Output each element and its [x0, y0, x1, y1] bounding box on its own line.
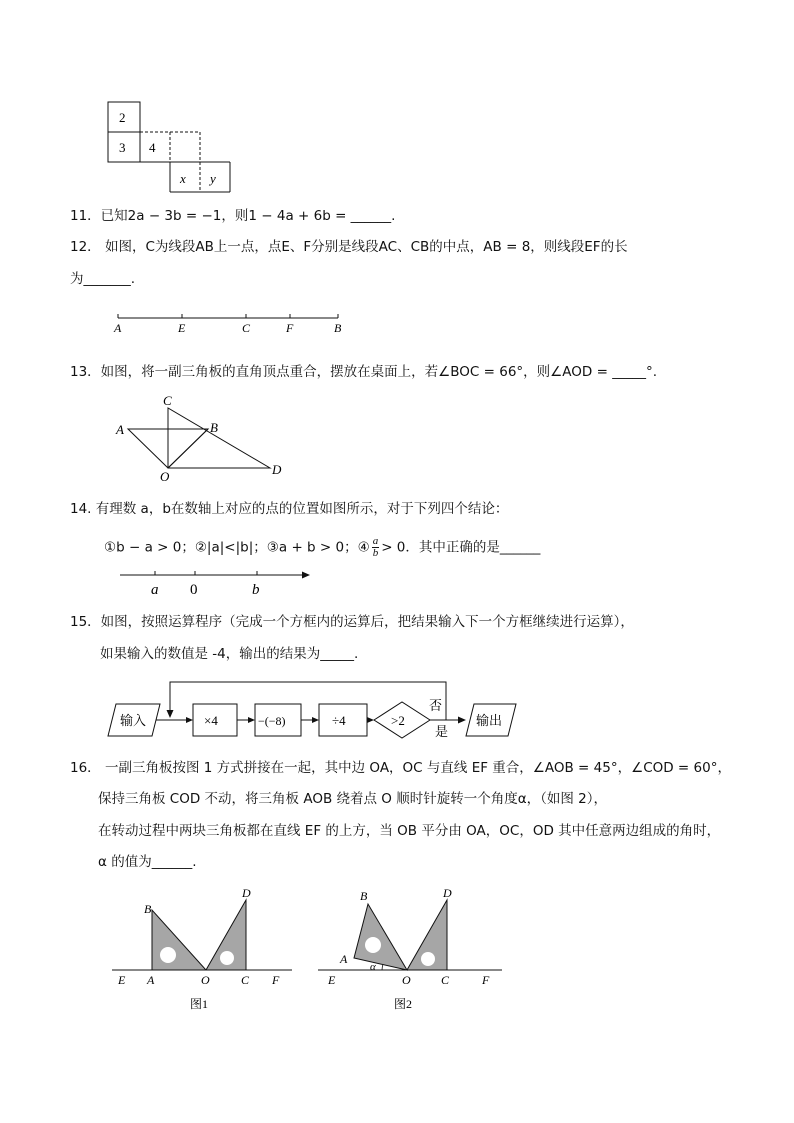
fig2-label-alpha: α: [370, 961, 376, 973]
fig1-label-C: C: [241, 973, 250, 987]
seg-label-E: E: [178, 321, 186, 335]
q14-frac-den: b: [372, 547, 379, 559]
flow-step2: −(−8): [258, 714, 286, 728]
flow-yes: 是: [435, 724, 449, 739]
q14-line2: [104, 536, 540, 559]
net-cell-y: y: [210, 171, 216, 186]
tri-label-D: D: [272, 462, 282, 477]
flow-no: 否: [429, 698, 443, 713]
fig2-label-A: A: [340, 952, 348, 966]
seg-label-A: A: [114, 321, 122, 335]
flow-input: 输入: [120, 713, 147, 728]
q14-line2-part1: ①b − a > 0；②|a|<|b|；③a + b > 0；④: [104, 539, 370, 556]
figure-2-svg: [316, 884, 516, 1014]
numline-label-0: 0: [190, 582, 198, 598]
q16-line2: 保持三角板 COD 不动，将三角板 AOB 绕着点 O 顺时针旋转一个角度α，（如图 2），: [98, 791, 607, 807]
seg-label-F: F: [286, 321, 294, 335]
fig2-label-B: B: [360, 889, 368, 903]
fig2-triangle-aob: [354, 904, 407, 970]
q12-line1: 12． 如图，C为线段AB上一点，点E、F分别是线段AC、CB的中点，AB = 8，则线段EF的长: [70, 239, 628, 255]
fig2-label-F: F: [482, 973, 490, 987]
fig2-label-E: E: [328, 973, 336, 987]
fig1-triangle-aob: [152, 910, 206, 970]
cube-net-svg: [100, 96, 240, 196]
q13-text: 13．如图，将一副三角板的直角顶点重合，摆放在桌面上，若∠BOC = 66°，则∠AOD = _____°.: [70, 364, 657, 380]
fig1-label-E: E: [118, 973, 126, 987]
q15-line2: 如果输入的数值是 -4，输出的结果为_____.: [100, 646, 359, 662]
fig1-label-B: B: [144, 902, 152, 916]
net-cell-2: 2: [119, 110, 126, 125]
q16-line3: 在转动过程中两块三角板都在直线 EF 的上方，当 OB 平分由 OA，OC，OD 其中任意两边组成的角时，: [98, 823, 721, 839]
flow-cond: >2: [391, 713, 405, 728]
flowchart-svg: [102, 680, 532, 742]
seg-label-C: C: [242, 321, 251, 335]
fig2-caption: 图2: [394, 997, 413, 1011]
fig1-label-D: D: [242, 886, 251, 900]
tri-label-C: C: [163, 393, 172, 408]
fig2-label-C: C: [441, 973, 450, 987]
net-cell-4: 4: [149, 140, 156, 155]
numline-label-a: a: [151, 582, 159, 598]
tri-label-A: A: [116, 422, 124, 437]
q15-line1: 15．如图，按照运算程序（完成一个方框内的运算后，把结果输入下一个方框继续进行运算），: [70, 614, 634, 630]
q14-fraction: [372, 536, 380, 559]
fig1-label-A: A: [147, 973, 155, 987]
fig2-label-O: O: [402, 973, 411, 987]
tri-label-O: O: [160, 469, 170, 484]
net-cell-x: x: [180, 171, 186, 186]
number-line-svg: [118, 566, 328, 596]
fig1-label-O: O: [201, 973, 210, 987]
flow-step1: ×4: [204, 713, 218, 728]
q14-line1: 14. 有理数 a，b在数轴上对应的点的位置如图所示，对于下列四个结论：: [70, 501, 509, 517]
numline-label-b: b: [252, 582, 260, 598]
q14-frac-num: a: [372, 535, 379, 547]
flow-output: 输出: [476, 713, 503, 728]
flow-step3: ÷4: [332, 713, 346, 728]
fig1-label-F: F: [272, 973, 280, 987]
tri-label-B: B: [210, 420, 218, 435]
q16-line1: 16． 一副三角板按图 1 方式拼接在一起，其中边 OA，OC 与直线 EF 重合，∠AOB = 45°，∠COD = 60°，: [70, 760, 731, 776]
q14-line2-part2: > 0．其中正确的是______: [381, 539, 541, 556]
fig2-label-D: D: [443, 886, 452, 900]
q16-line4: α 的值为______.: [98, 854, 197, 870]
net-cell-3: 3: [119, 140, 126, 155]
segment-svg: [110, 312, 350, 342]
fig1-caption: 图1: [190, 997, 209, 1011]
q12-line2: 为_______.: [70, 271, 136, 287]
seg-label-B: B: [334, 321, 342, 335]
triangle-set-svg: [112, 392, 292, 482]
figure-1-svg: [108, 884, 298, 1014]
q11-text: 11．已知2a − 3b = −1，则1 − 4a + 6b = ______.: [70, 208, 396, 224]
